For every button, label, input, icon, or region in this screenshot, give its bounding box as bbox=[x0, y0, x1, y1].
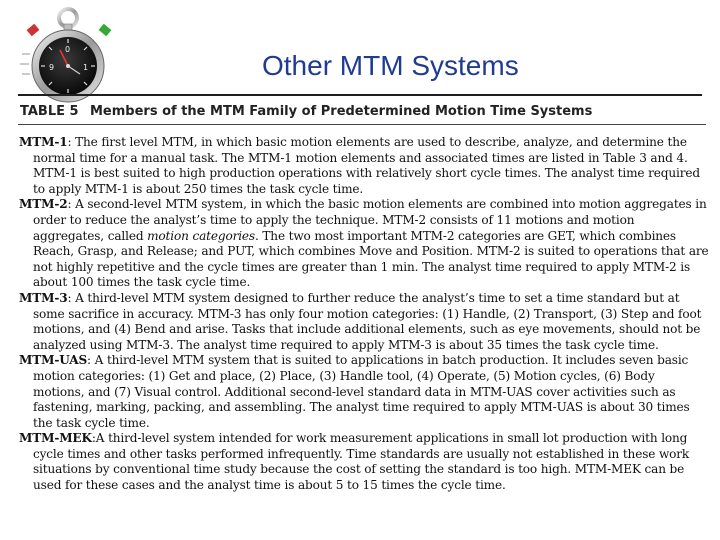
entry-separator: : bbox=[87, 353, 91, 368]
entry-text: A third-level MTM system that is suited to applications in batch production. It includes seven basic motion categories: (1) Get and place, (2) Place, (3) Handle tool, (4) Operate, (5) Motion cycles, (6) Body motions, and (7) Visual control. Additional second-level standard data in MTM-UAS cover activities such as fastening, marking, packing, and assembling. The analyst time required to apply MTM-UAS is about 30 times the task cycle time. bbox=[33, 353, 690, 430]
stopwatch-icon bbox=[10, 4, 122, 104]
entry-mtm-2 bbox=[19, 197, 709, 291]
table-entries bbox=[19, 135, 709, 494]
page-title: Other MTM Systems bbox=[262, 50, 519, 81]
entry-separator: : bbox=[91, 431, 96, 446]
entry-term: MTM-MEK bbox=[19, 431, 92, 446]
stopwatch-numeral: 0 bbox=[65, 45, 71, 54]
entry-mtm-1 bbox=[19, 135, 709, 197]
entry-separator: : bbox=[67, 135, 72, 149]
entry-emphasis: motion categories bbox=[147, 228, 255, 243]
entry-mtm-uas bbox=[19, 353, 709, 431]
caption-divider bbox=[18, 124, 706, 125]
table-caption-text: Members of the MTM Family of Predetermined Motion Time Systems bbox=[90, 104, 593, 119]
entry-term: MTM-2 bbox=[19, 197, 68, 212]
entry-term: MTM-UAS bbox=[19, 353, 88, 368]
entry-separator: : bbox=[67, 290, 72, 305]
stopwatch-numeral: 9 bbox=[49, 63, 55, 72]
table-caption bbox=[20, 104, 710, 119]
entry-separator: : bbox=[67, 197, 72, 212]
entry-term: MTM-1 bbox=[19, 135, 68, 149]
table-label: TABLE 5 bbox=[20, 104, 79, 119]
entry-text: . The two most important MTM-2 categories are GET, which combines Reach, Grasp, and Release; and PUT, which combines Move and Position. MTM-2 is suited to operations that are not highly repetitive and the cycle times are greater than 1 min. The analyst time required to apply MTM-2 is about 100 times the task cycle time. bbox=[33, 228, 709, 290]
entry-text: A third-level MTM system designed to further reduce the analyst’s time to set a time standard but at some sacrifice in accuracy. MTM-3 has only four motion categories: (1) Handle, (2) Transport, (3) Step and foot motions, and (4) Bend and arise. Tasks that include additional elements, such as eye movements, should not be analyzed using MTM-3. The analyst time required to apply MTM-3 is about 35 times the task cycle time. bbox=[33, 290, 702, 352]
entry-text: The first level MTM, in which basic motion elements are used to describe, analyze, and determine the normal time for a manual task. The MTM-1 motion elements and associated times are listed in Table 3 and 4. MTM-1 is best suited to high production operations with relatively short cycle times. The analyst time required to apply MTM-1 is about 250 times the task cycle time. bbox=[33, 135, 700, 196]
stopwatch-numeral: 1 bbox=[83, 63, 89, 72]
entry-text: A third-level system intended for work measurement applications in small lot production with long cycle times and other tasks performed infrequently. Time standards are usually not established in these work situations by conventional time study because the cost of setting the standard is too high. MTM-MEK can be used for these cases and the analyst time is about 5 to 15 times the cycle time. bbox=[33, 431, 690, 493]
entry-mtm-mek bbox=[19, 431, 709, 493]
entry-term: MTM-3 bbox=[19, 290, 68, 305]
entry-text: A second-level MTM system, in which the basic motion elements are combined into motion aggregates in order to reduce the analyst’s time to apply the technique. MTM-2 consists of 11 motions and motion aggregates, called bbox=[33, 197, 707, 243]
entry-mtm-3 bbox=[19, 291, 709, 353]
title-divider bbox=[18, 94, 702, 96]
